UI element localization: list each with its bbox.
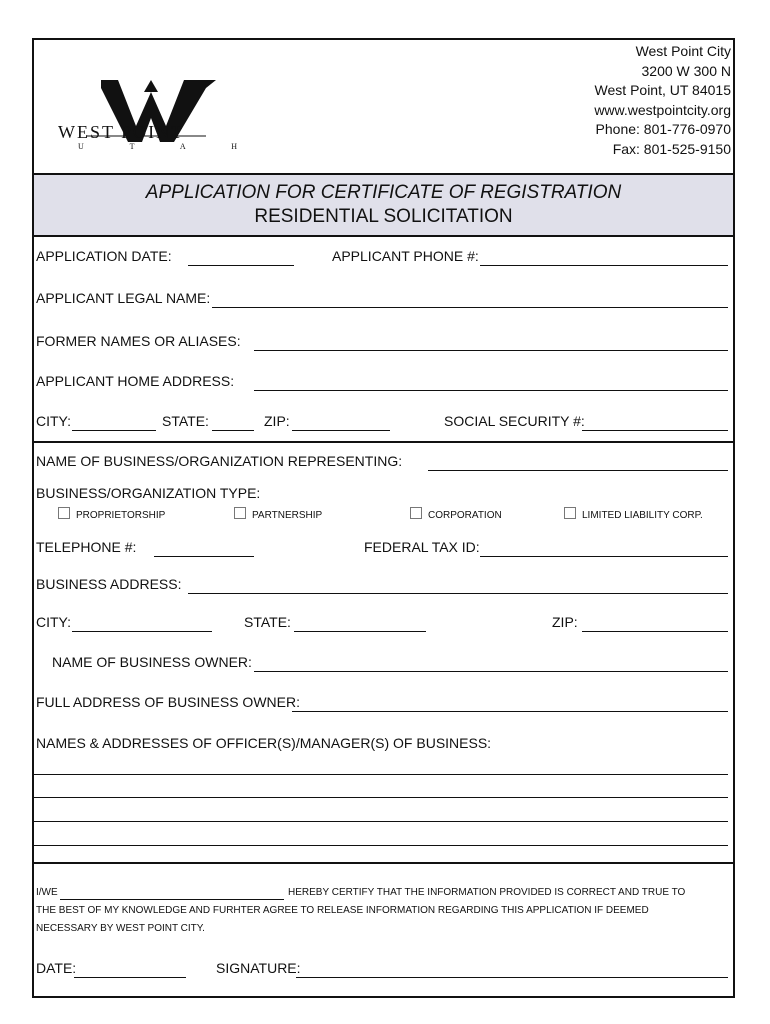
type-corporation[interactable]: CORPORATION xyxy=(410,507,502,522)
certify-text-3: NECESSARY BY WEST POINT CITY. xyxy=(36,923,205,934)
business-address-label: BUSINESS ADDRESS: xyxy=(36,576,182,592)
ssn-label: SOCIAL SECURITY #: xyxy=(444,413,585,429)
west-point-logo xyxy=(56,74,260,154)
date-label: DATE: xyxy=(36,960,77,976)
ssn-field[interactable] xyxy=(582,430,728,431)
section-divider xyxy=(34,441,733,443)
form-title: APPLICATION FOR CERTIFICATE OF REGISTRATION xyxy=(145,182,622,203)
federal-tax-label: FEDERAL TAX ID: xyxy=(364,539,480,555)
officers-line-4[interactable] xyxy=(34,845,728,846)
legal-name-label: APPLICANT LEGAL NAME: xyxy=(36,290,211,306)
business-zip-field[interactable] xyxy=(582,631,728,632)
applicant-phone-label: APPLICANT PHONE #: xyxy=(332,248,479,264)
signature-label: SIGNATURE: xyxy=(216,960,301,976)
applicant-city-field[interactable] xyxy=(72,430,156,431)
home-address-label: APPLICANT HOME ADDRESS: xyxy=(36,373,235,389)
applicant-city-label: CITY: xyxy=(36,413,72,429)
contact-citystate: West Point, UT 84015 xyxy=(594,82,731,98)
business-telephone-field[interactable] xyxy=(154,556,254,557)
officers-line-1[interactable] xyxy=(34,774,728,775)
contact-block xyxy=(594,42,731,159)
applicant-zip-label: ZIP: xyxy=(264,413,290,429)
applicant-phone-field[interactable] xyxy=(480,265,728,266)
business-name-field[interactable] xyxy=(428,470,728,471)
checkbox-icon[interactable] xyxy=(564,507,576,519)
logo-text: WEST POINT xyxy=(58,122,185,142)
legal-name-field[interactable] xyxy=(212,307,728,308)
section-divider xyxy=(34,862,733,864)
federal-tax-field[interactable] xyxy=(480,556,728,557)
owner-name-field[interactable] xyxy=(254,671,728,672)
certify-text-2: THE BEST OF MY KNOWLEDGE AND FURHTER AGREE TO RELEASE INFORMATION REGARDING THIS APPLICATION IF DEEMED xyxy=(36,905,649,916)
checkbox-icon[interactable] xyxy=(234,507,246,519)
application-date-label: APPLICATION DATE: xyxy=(36,248,172,264)
application-date-field[interactable] xyxy=(188,265,294,266)
iwe-label: I/WE xyxy=(36,887,58,898)
form-subtitle: RESIDENTIAL SOLICITATION xyxy=(254,206,513,227)
business-city-label: CITY: xyxy=(36,614,72,630)
business-state-field[interactable] xyxy=(294,631,426,632)
contact-website[interactable]: www.westpointcity.org xyxy=(594,101,731,118)
officers-line-3[interactable] xyxy=(34,821,728,822)
contact-phone: Phone: 801-776-0970 xyxy=(595,121,731,137)
business-type-label: BUSINESS/ORGANIZATION TYPE: xyxy=(36,485,261,501)
checkbox-icon[interactable] xyxy=(58,507,70,519)
contact-street: 3200 W 300 N xyxy=(641,62,731,79)
iwe-field[interactable] xyxy=(60,899,284,900)
contact-city: West Point City xyxy=(635,43,731,59)
type-partnership[interactable]: PARTNERSHIP xyxy=(234,507,322,522)
business-telephone-label: TELEPHONE #: xyxy=(36,539,137,555)
former-names-label: FORMER NAMES OR ALIASES: xyxy=(36,333,241,349)
checkbox-icon[interactable] xyxy=(410,507,422,519)
applicant-state-label: STATE: xyxy=(162,413,209,429)
owner-address-field[interactable] xyxy=(292,711,728,712)
former-names-field[interactable] xyxy=(254,350,728,351)
contact-fax: Fax: 801-525-9150 xyxy=(612,140,731,157)
type-proprietorship[interactable]: PROPRIETORSHIP xyxy=(58,507,165,522)
business-address-field[interactable] xyxy=(188,593,728,594)
signature-field[interactable] xyxy=(296,977,728,978)
applicant-zip-field[interactable] xyxy=(292,430,390,431)
owner-name-label: NAME OF BUSINESS OWNER: xyxy=(52,654,252,670)
officers-label: NAMES & ADDRESSES OF OFFICER(S)/MANAGER(S) OF BUSINESS: xyxy=(36,735,492,751)
business-zip-label: ZIP: xyxy=(552,614,578,630)
home-address-field[interactable] xyxy=(254,390,728,391)
type-llc[interactable]: LIMITED LIABILITY CORP. xyxy=(564,507,703,522)
owner-address-label: FULL ADDRESS OF BUSINESS OWNER: xyxy=(36,694,300,710)
business-city-field[interactable] xyxy=(72,631,212,632)
business-state-label: STATE: xyxy=(244,614,291,630)
certify-text-1: HEREBY CERTIFY THAT THE INFORMATION PROVIDED IS CORRECT AND TRUE TO xyxy=(288,887,686,898)
logo-subtext: U T A H xyxy=(78,142,260,151)
date-field[interactable] xyxy=(74,977,186,978)
business-name-label: NAME OF BUSINESS/ORGANIZATION REPRESENTING: xyxy=(36,453,403,469)
applicant-state-field[interactable] xyxy=(212,430,254,431)
application-form xyxy=(32,38,735,998)
title-band xyxy=(34,173,733,237)
officers-line-2[interactable] xyxy=(34,797,728,798)
